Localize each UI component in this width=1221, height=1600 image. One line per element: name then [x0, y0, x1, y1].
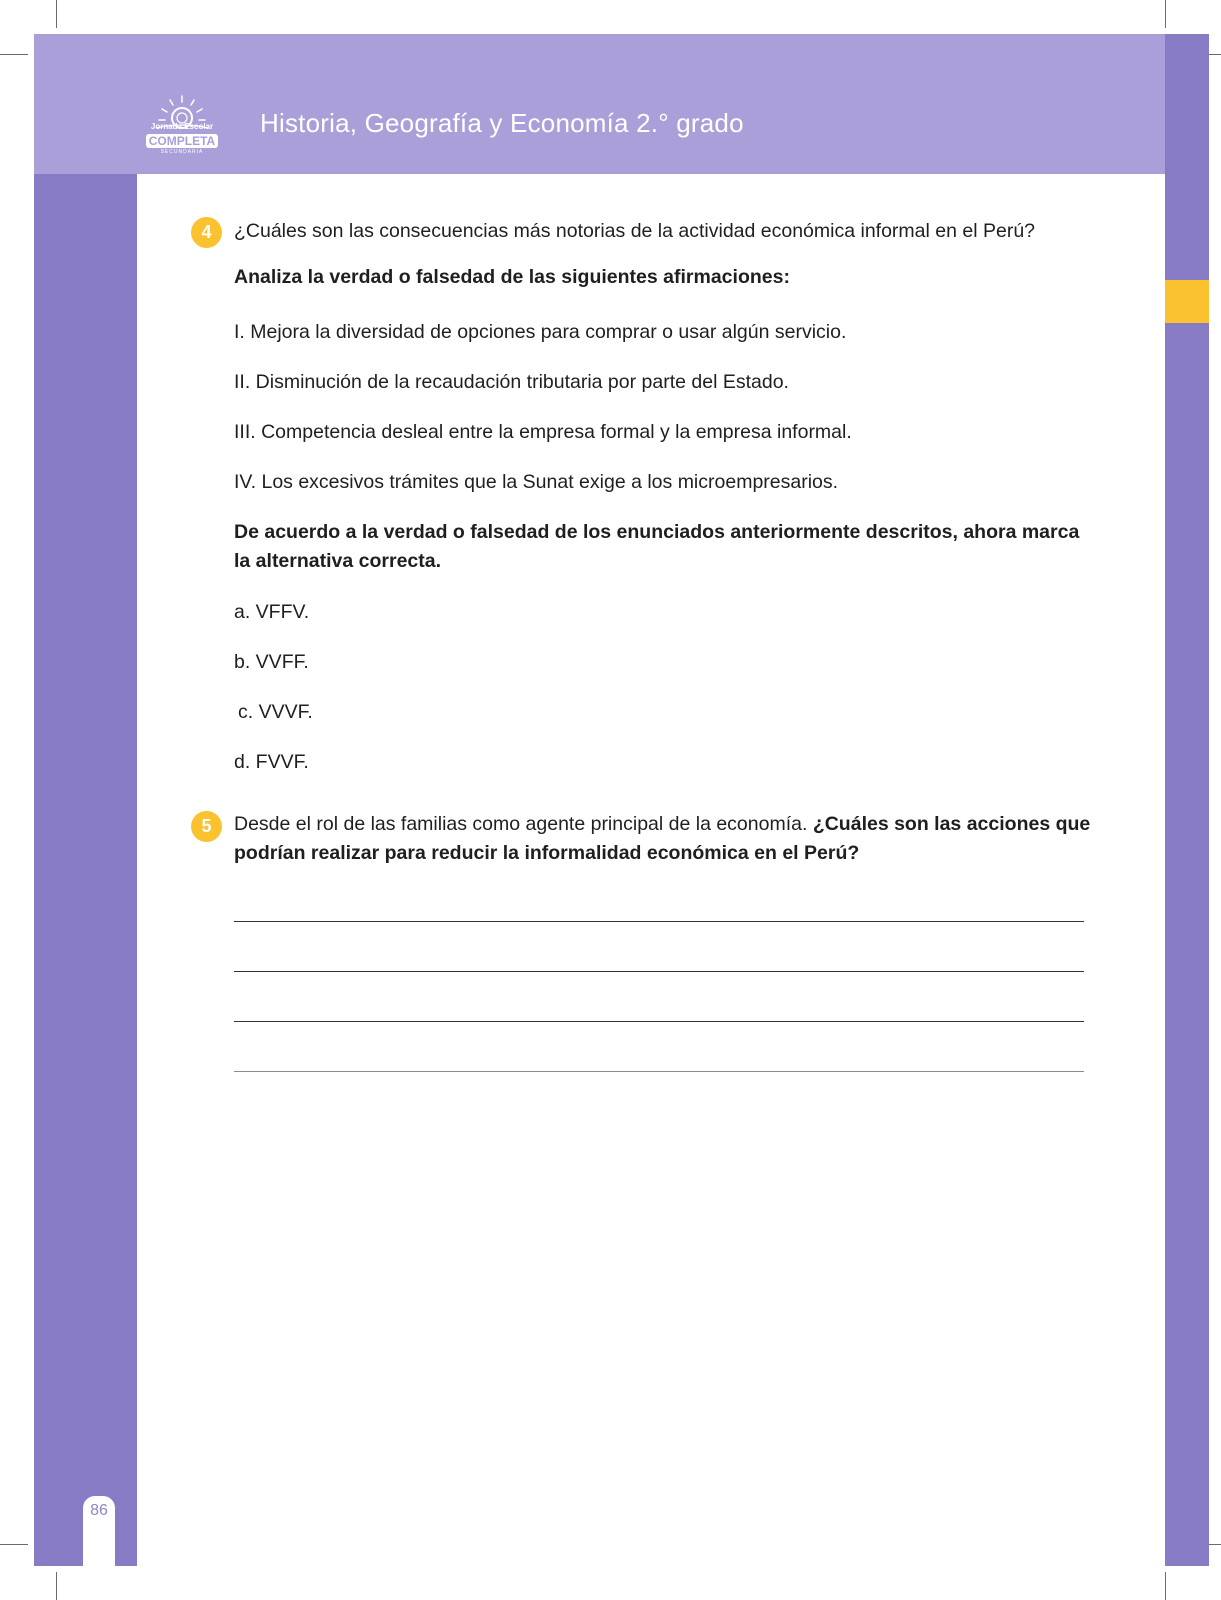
section-tab-marker	[1165, 280, 1209, 323]
right-side-band	[1165, 34, 1209, 1566]
answer-line[interactable]	[234, 921, 1084, 922]
question-instruction-2: De acuerdo a la verdad o falsedad de los enunciados anteriormente descritos, ahora marca la alternativa correcta.	[234, 521, 1080, 572]
statement-item: I. Mejora la diversidad de opciones para comprar o usar algún servicio.	[234, 321, 847, 343]
logo-line-3: SECUNDARIA	[160, 149, 204, 155]
statement-item: III. Competencia desleal entre la empresa formal y la empresa informal.	[234, 421, 852, 443]
question-number-badge: 4	[191, 217, 222, 248]
question-prompt-bold: ¿Cuáles son las acciones que podrían realizar para reducir la informalidad económica en el Perú?	[234, 813, 1091, 864]
statement-item: IV. Los excesivos trámites que la Sunat exige a los microempresarios.	[234, 471, 839, 493]
page-number: 86	[90, 1502, 108, 1519]
crop-mark	[56, 1572, 57, 1600]
answer-line[interactable]	[234, 971, 1084, 972]
answer-option-a[interactable]: a. VFFV.	[234, 601, 310, 623]
question-number-badge: 5	[191, 811, 222, 842]
answer-line[interactable]	[234, 1021, 1084, 1022]
crop-mark	[1165, 0, 1166, 28]
question-prompt-normal: Desde el rol de las familias como agente principal de la economía.	[234, 813, 813, 835]
crop-mark	[56, 0, 57, 28]
crop-mark	[1165, 1572, 1166, 1600]
question-prompt	[234, 810, 1094, 868]
page-title: Historia, Geografía y Economía 2.° grado	[260, 108, 744, 138]
question-instruction: Analiza la verdad o falsedad de las siguientes afirmaciones:	[234, 266, 790, 288]
statement-item: II. Disminución de la recaudación tributaria por parte del Estado.	[234, 371, 789, 393]
crop-mark	[0, 54, 28, 55]
question-prompt: ¿Cuáles son las consecuencias más notorias de la actividad económica informal en el Perú?	[234, 220, 1036, 242]
logo-line-2: COMPLETA	[148, 134, 216, 148]
jornada-escolar-logo	[140, 94, 224, 158]
answer-option-b[interactable]: b. VVFF.	[234, 651, 309, 673]
logo-line-1: Jornada Escolar	[150, 122, 214, 131]
answer-option-c[interactable]: c. VVVF.	[238, 701, 313, 723]
answer-line[interactable]	[234, 1071, 1084, 1072]
left-side-band	[34, 174, 137, 1566]
answer-option-d[interactable]: d. FVVF.	[234, 751, 309, 773]
crop-mark	[0, 1544, 28, 1545]
